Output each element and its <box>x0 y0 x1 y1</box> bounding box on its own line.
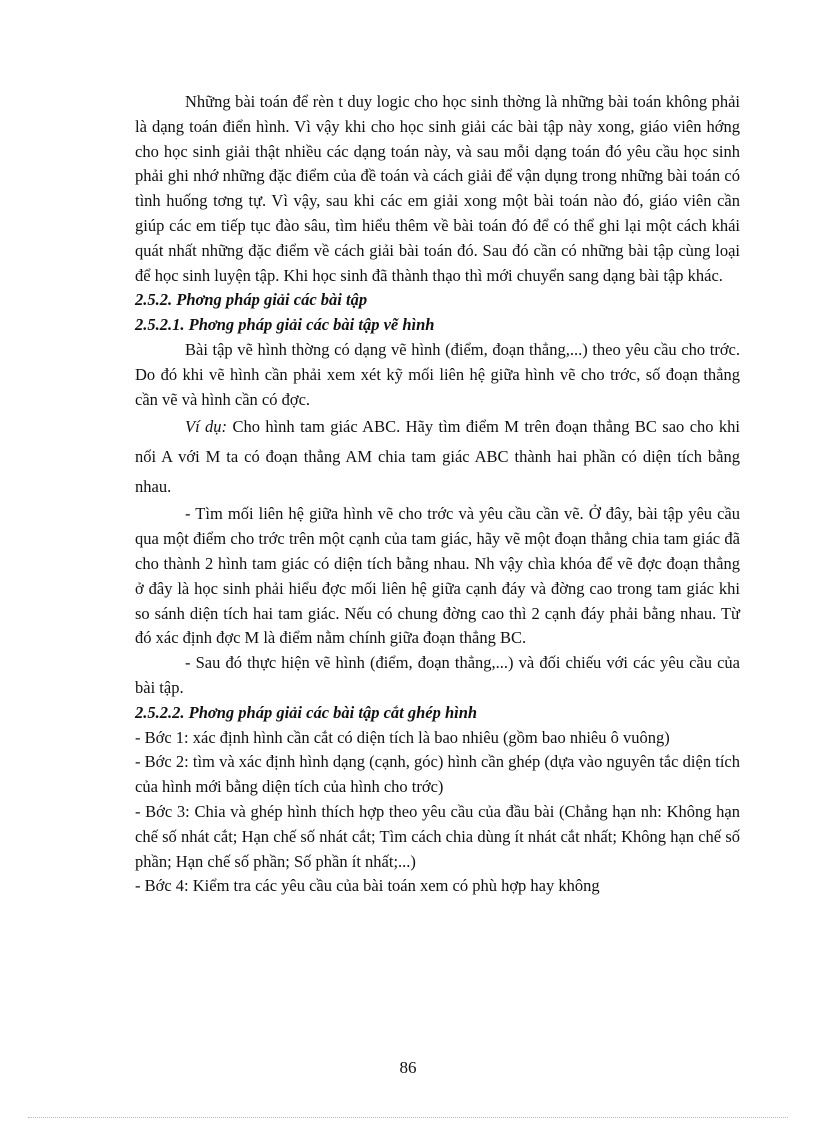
page-number: 86 <box>399 1058 417 1077</box>
drawing-intro-paragraph: Bài tập vẽ hình thờng có dạng vẽ hình (điểm, đoạn thẳng,...) theo yêu cầu cho trớc. Do đó khi vẽ hình cần phải xem xét kỹ mối liên hệ giữa hình vẽ cho trớc, số đoạn thẳng cần vẽ và hình cần có đợc. <box>135 339 740 409</box>
intro-paragraph: Những bài toán để rèn t duy logic cho học sinh thờng là những bài toán không phải là dạng toán điển hình. Vì vậy khi cho học sinh giải các bài tập này xong, giáo viên hớng cho học sinh giải thật nhiều các dạng toán này, và sau mỗi dạng toán đó yêu cầu học sinh phải ghi nhớ những đặc điểm của đề toán và cách giải để vận dụng trong những bài toán có tình huống tơng tự. Vì vậy, sau khi các em giải xong một bài toán nào đó, giáo viên cần giúp các em tiếp tục đào sâu, tìm hiểu thêm về bài toán đó để có thể ghi lại một cách khái quát nhất những đặc điểm về cách giải bài toán đó. Sau đó cần có những bài tập cùng loại để học sinh luyện tập. Khi học sinh đã thành thạo thì mới chuyển sang dạng bài tập khác. <box>135 92 740 285</box>
page-bottom-divider <box>28 1117 788 1118</box>
example-text: Cho hình tam giác ABC. Hãy tìm điểm M trên đoạn thẳng BC sao cho khi nối A với M ta có đoạn thẳng AM chia tam giác ABC thành hai phần có diện tích bằng nhau. <box>135 417 740 497</box>
step-1: - Bớc 1: xác định hình cần cắt có diện tích là bao nhiêu (gồm bao nhiêu ô vuông) <box>135 727 670 747</box>
example-label: Ví dụ: <box>185 417 228 437</box>
section-heading-2-5-2: 2.5.2. Phơng pháp giải các bài tập <box>135 290 368 310</box>
document-body <box>135 90 740 899</box>
find-relation-paragraph: - Tìm mối liên hệ giữa hình vẽ cho trớc và yêu cầu cần vẽ. Ở đây, bài tập yêu cầu qua một điểm cho trớc trên một cạnh của tam giác, hãy vẽ một đoạn thẳng chia tam giác đã cho thành 2 hình tam giác có diện tích bằng nhau. Nh vậy chìa khóa để vẽ đợc đoạn thẳng ở đây là học sinh phải hiểu đợc mối liên hệ giữa cạnh đáy và đờng cao trong tam giác khi so sánh diện tích hai tam giác. Nếu có chung đờng cao thì 2 cạnh đáy phải bằng nhau. Từ đó xác định đợc M là điểm nằm chính giữa đoạn thẳng BC. <box>135 504 740 648</box>
section-heading-2-5-2-1: 2.5.2.1. Phơng pháp giải các bài tập vẽ hình <box>135 315 435 335</box>
section-heading-2-5-2-2: 2.5.2.2. Phơng pháp giải các bài tập cắt ghép hình <box>135 702 478 722</box>
example-paragraph <box>135 412 740 502</box>
step-2: - Bớc 2: tìm và xác định hình dạng (cạnh, góc) hình cần ghép (dựa vào nguyên tắc diện tích của hình mới bằng diện tích của hình cho trớc) <box>135 752 740 797</box>
step-4: - Bớc 4: Kiểm tra các yêu cầu của bài toán xem có phù hợp hay không <box>135 876 600 896</box>
then-draw-paragraph: - Sau đó thực hiện vẽ hình (điểm, đoạn thẳng,...) và đối chiếu với các yêu cầu của bài tập. <box>135 653 740 697</box>
step-3: - Bớc 3: Chia và ghép hình thích hợp theo yêu cầu của đầu bài (Chẳng hạn nh: Không hạn chế số nhát cắt; Hạn chế số nhát cắt; Tìm cách chia dùng ít nhát cắt nhất; Không hạn chế số phần; Hạn chế số phần; Số phần ít nhất;...) <box>135 801 740 871</box>
